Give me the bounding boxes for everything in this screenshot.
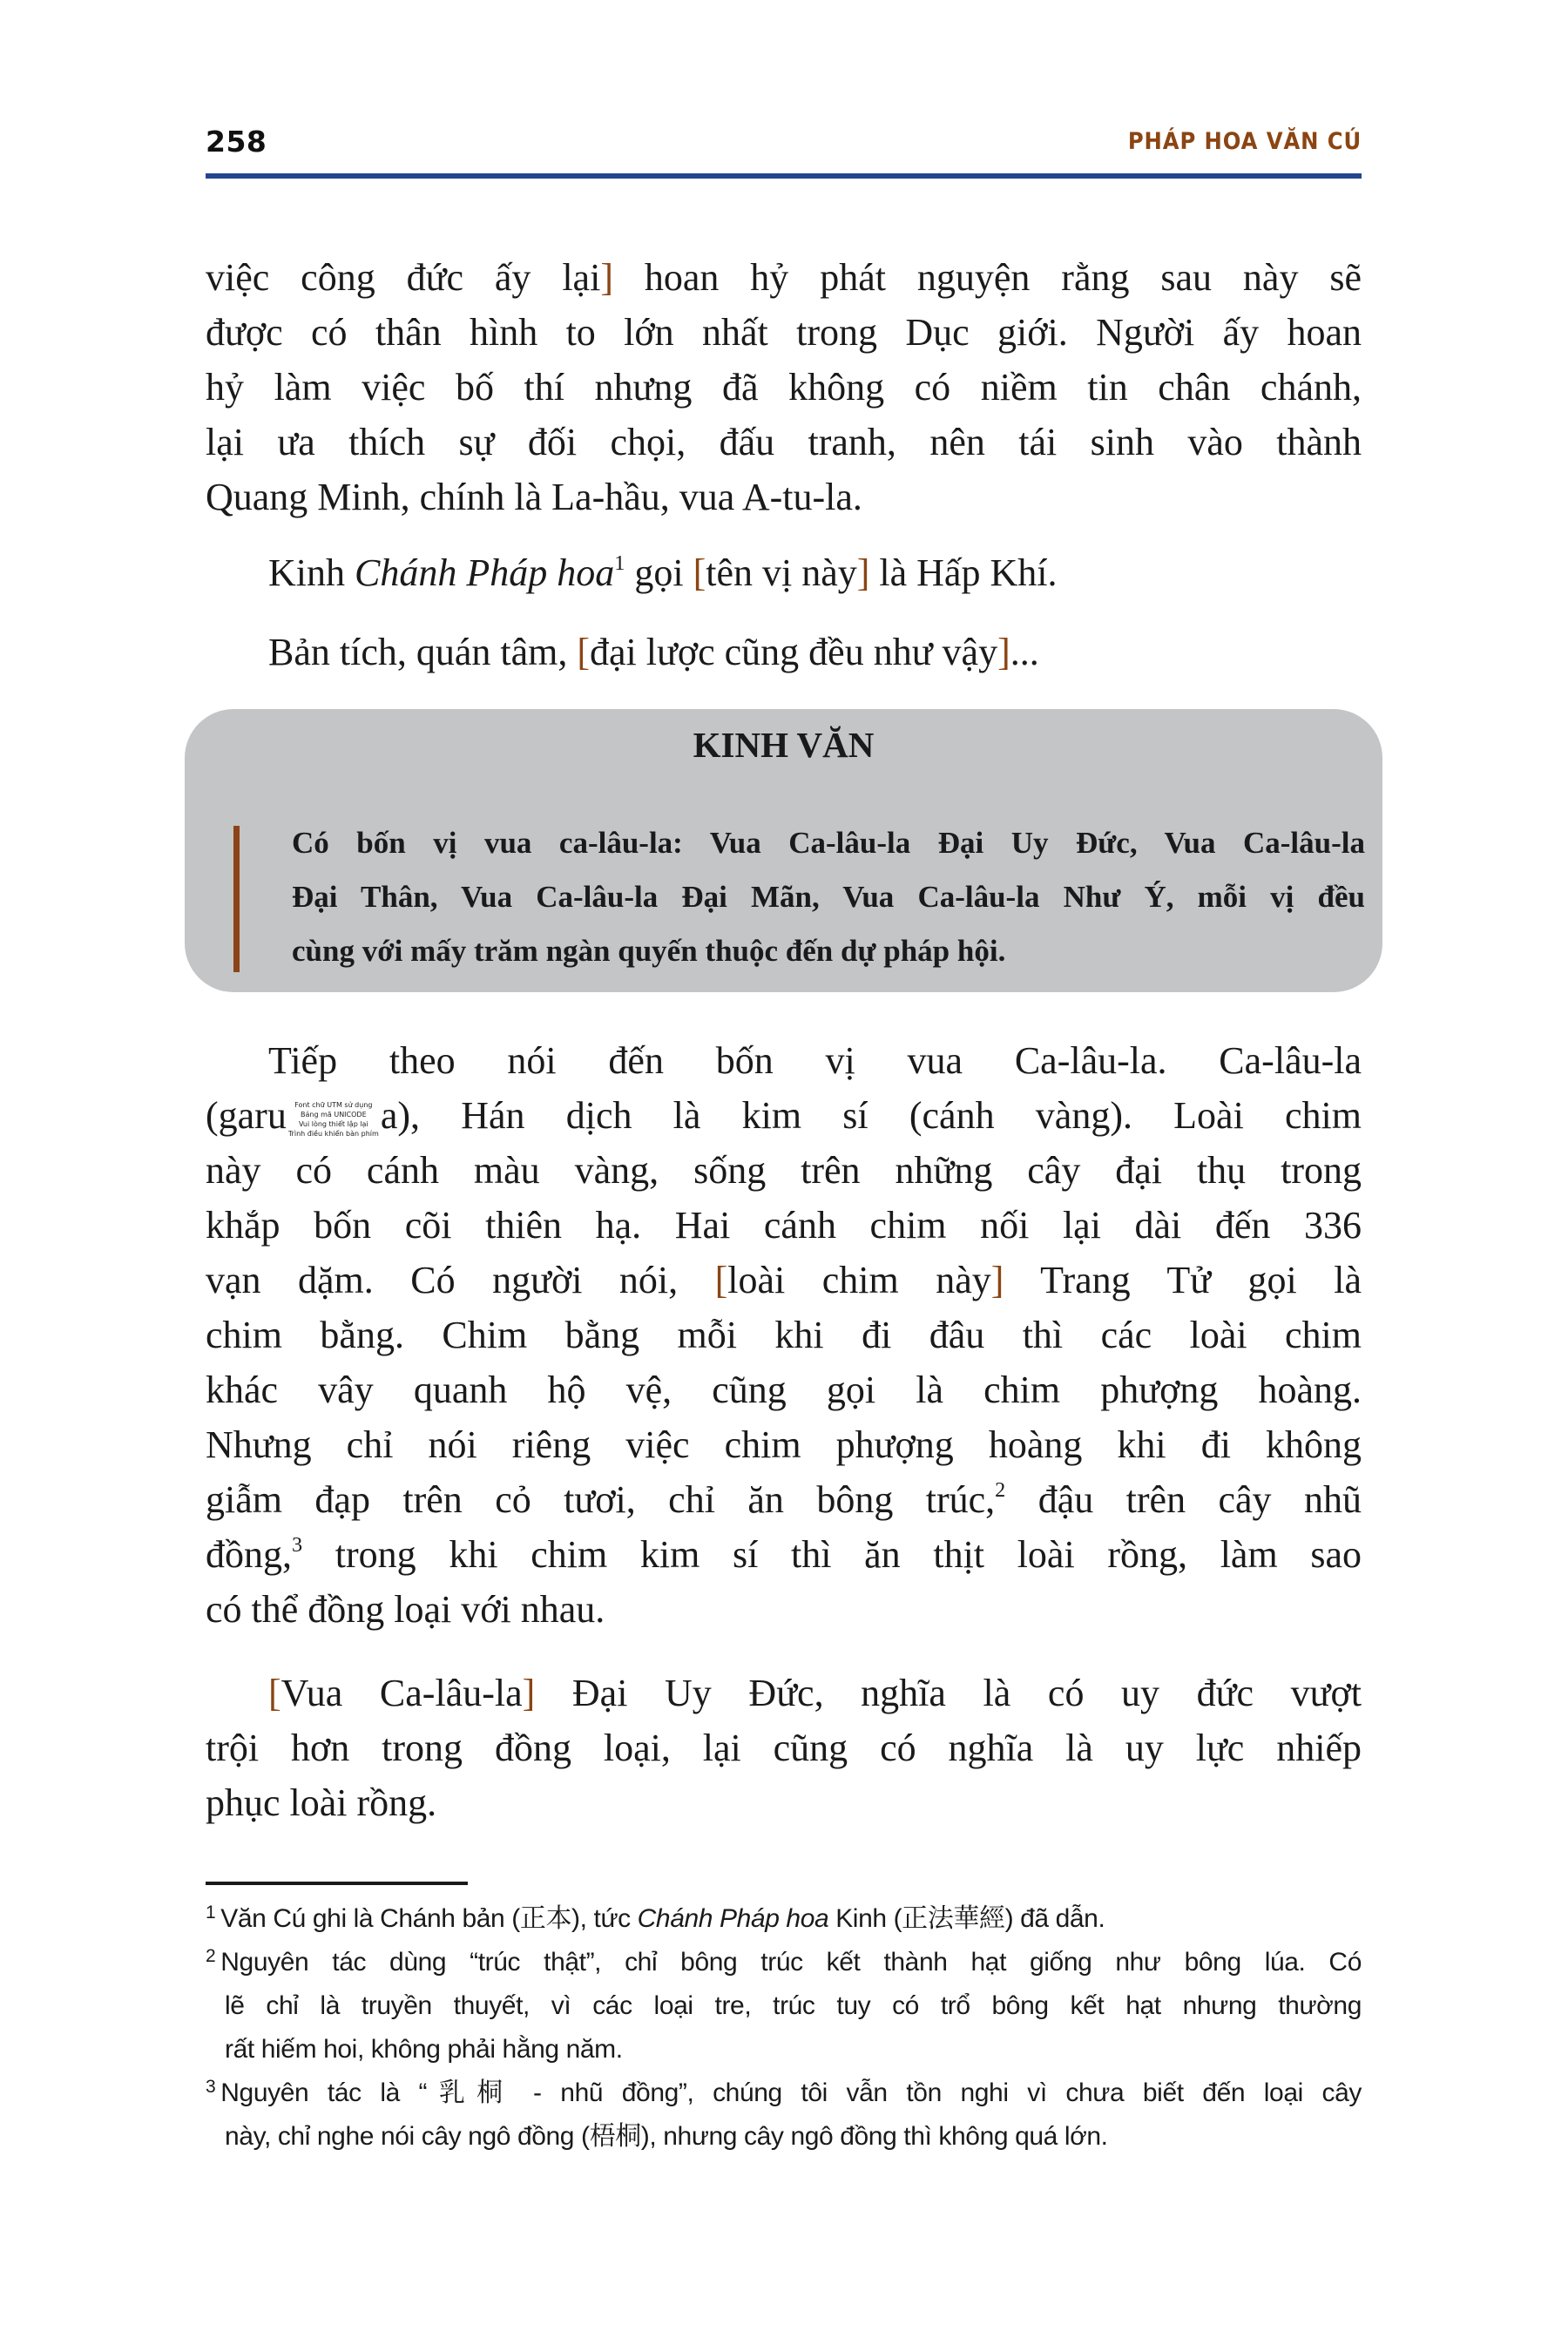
text-run: tên vị này [706,551,857,594]
text-run: giẫm đạp trên cỏ tươi, chỉ ăn bông trúc, [206,1478,996,1521]
text-run: (garu [206,1094,287,1137]
text-run: được có thân hình to lớn nhất trong Dục giới. Người ấy hoan [206,311,1362,354]
text-run: có thể đồng loại với nhau. [206,1588,605,1631]
text-line [206,2115,1362,2159]
text-run: Có bốn vị vua ca-lâu-la: Vua Ca-lâu-la Đại Uy Đức, Vua Ca-lâu-la [292,826,1365,860]
text-run: Nguyên tác dùng “trúc thật”, chỉ bông trúc kết thành hạt giống như bông lúa. Có [220,1948,1362,1977]
text-line [206,415,1362,470]
text-run: gọi [625,551,693,594]
text-run: đồng, [206,1533,292,1576]
text-line [206,360,1362,415]
stamp-line: Bảng mã UNICODE [301,1110,367,1119]
text-run: trong khi chim kim sí thì ăn thịt loài rồng, làm sao [302,1533,1362,1576]
text-line [206,1527,1362,1582]
body-paragraph [206,625,1362,679]
scripture-text [292,816,1365,978]
text-run: hỷ làm việc bố thí nhưng đã không có niềm tin chân chánh, [206,366,1362,409]
text-line [206,1775,1362,1830]
body-paragraph [206,1033,1362,1637]
footnote-rule [206,1882,468,1885]
text-line [206,1033,1362,1088]
text-line [206,1666,1362,1720]
text-run: việc công đức ấy lại [206,256,601,299]
text-run: Kinh (正法華經) đã dẫn. [828,1904,1105,1933]
footnote-ref: 1 [614,551,625,575]
bracket: [ [268,1672,281,1714]
bracket: ] [990,1259,1004,1301]
text-run: loài chim này [727,1259,991,1301]
text-run: ... [1010,631,1039,673]
italic-title: Chánh Pháp hoa [355,551,615,594]
stamp-line: Trình điều khiển bàn phím [287,1129,379,1138]
body-paragraph [206,250,1362,524]
text-line [206,545,1362,600]
text-run: khác vây quanh hộ vệ, cũng gọi là chim phượng hoàng. [206,1369,1362,1411]
text-run: Bản tích, quán tâm, [268,631,578,673]
italic-title: Chánh Pháp hoa [637,1904,829,1933]
text-line [292,870,1365,924]
text-line [206,1198,1362,1253]
scripture-heading: KINH VĂN [693,725,875,765]
text-run: Tiếp theo nói đến bốn vị vua Ca-lâu-la. Ca-lâu-la [268,1039,1362,1082]
bracket: ] [522,1672,536,1714]
bracket: ] [600,256,613,299]
footnote-number: 1 [206,1902,216,1923]
text-line [206,1897,1362,1941]
text-run: a), Hán dịch là kim sí (cánh vàng). Loài chim [380,1094,1362,1137]
text-line [206,1143,1362,1198]
text-line [206,1088,1362,1143]
bracket: ] [856,551,870,594]
footnote-ref: 3 [292,1532,303,1557]
text-run: đậu trên cây nhũ [1005,1478,1362,1521]
text-line [206,470,1362,524]
text-run: này có cánh màu vàng, sống trên những cây đại thụ trong [206,1149,1362,1192]
scripture-accent-bar [233,826,240,972]
header-rule [206,173,1362,179]
text-run: này, chỉ nghe nói cây ngô đồng (梧桐), nhưng cây ngô đồng thì không quá lớn. [225,2122,1108,2151]
text-run: Trang Tử gọi là [1004,1259,1362,1301]
text-run: hoan hỷ phát nguyện rằng sau này sẽ [612,256,1362,299]
text-run: Nguyên tác là “乳桐 - nhũ đồng”, chúng tôi vẫn tồn nghi vì chưa biết đến loại cây [220,2078,1362,2107]
text-line [206,1472,1362,1527]
text-line [206,1941,1362,1984]
text-run: rất hiếm hoi, không phải hằng năm. [225,2035,623,2064]
text-line [206,1362,1362,1417]
text-line [292,924,1365,978]
text-line [206,625,1362,679]
page-number: 258 [206,125,267,159]
bracket: [ [714,1259,728,1301]
text-run: khắp bốn cõi thiên hạ. Hai cánh chim nối lại dài đến 336 [206,1204,1362,1247]
footnote-number: 2 [206,1945,216,1966]
text-run: lại ưa thích sự đối chọi, đấu tranh, nên tái sinh vào thành [206,421,1362,463]
text-line [206,1720,1362,1775]
text-line [206,1253,1362,1308]
footnote [206,2072,1362,2159]
text-run: lẽ chỉ là truyền thuyết, vì các loại tre, trúc tuy có trổ bông kết hạt nhưng thường [225,1991,1362,2020]
footnote [206,1941,1362,2072]
text-run: cùng với mấy trăm ngàn quyến thuộc đến dự pháp hội. [292,934,1006,968]
bracket: ] [997,631,1010,673]
font-warning-stamp [288,1100,379,1139]
stamp-line: Font chữ UTM sử dụng [294,1100,373,1109]
text-line [206,1582,1362,1637]
text-run: Đại Uy Đức, nghĩa là có uy đức vượt [535,1672,1362,1714]
text-line [206,2028,1362,2072]
text-line [206,305,1362,360]
text-run: trội hơn trong đồng loại, lại cũng có nghĩa là uy lực nhiếp [206,1727,1362,1769]
text-run: chim bằng. Chim bằng mỗi khi đi đâu thì các loài chim [206,1314,1362,1356]
text-run: phục loài rồng. [206,1781,437,1824]
text-run: Nhưng chỉ nói riêng việc chim phượng hoàng khi đi không [206,1423,1362,1466]
text-run: vạn dặm. Có người nói, [206,1259,715,1301]
text-line [206,2072,1362,2115]
bracket: [ [577,631,591,673]
running-title: PHÁP HOA VĂN CÚ [1127,128,1362,155]
text-line [206,1984,1362,2028]
stamp-line: Vui lòng thiết lập lại [298,1119,368,1128]
footnote-number: 3 [206,2076,216,2097]
text-run: Vua Ca-lâu-la [280,1672,523,1714]
text-line [292,816,1365,870]
text-run: đại lược cũng đều như vậy [590,631,998,673]
text-run: là Hấp Khí. [869,551,1058,594]
text-run: Đại Thân, Vua Ca-lâu-la Đại Mãn, Vua Ca-lâu-la Như Ý, mỗi vị đều [292,880,1365,914]
text-line [206,1308,1362,1362]
text-line [206,250,1362,305]
footnote [206,1897,1362,1941]
footnote-ref: 2 [995,1477,1006,1502]
text-run: Văn Cú ghi là Chánh bản (正本), tức [220,1904,638,1933]
body-paragraph [206,1666,1362,1830]
text-run: Quang Minh, chính là La-hầu, vua A-tu-la. [206,476,862,518]
body-paragraph [206,545,1362,600]
bracket: [ [693,551,706,594]
text-line [206,1417,1362,1472]
text-run: Kinh [268,551,355,594]
